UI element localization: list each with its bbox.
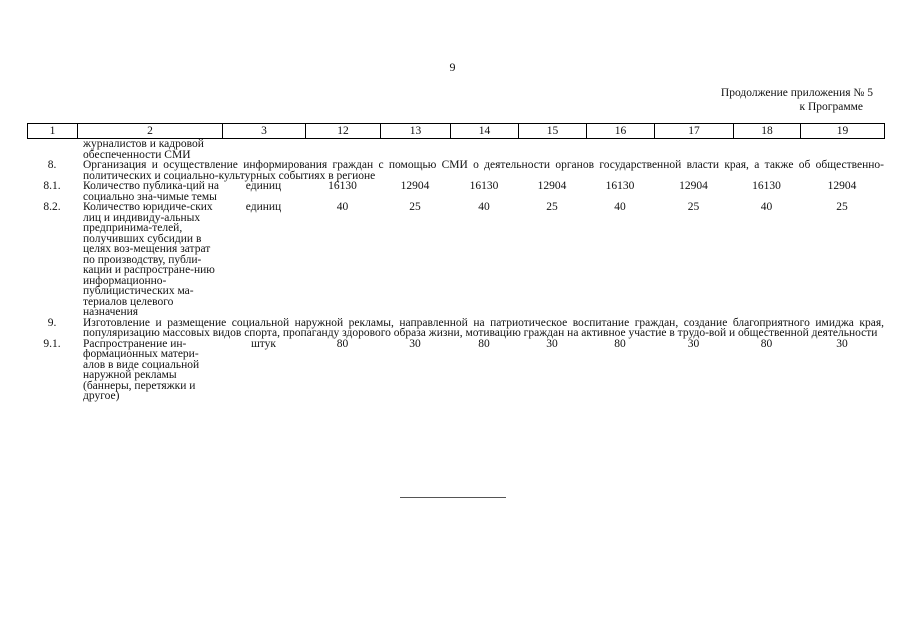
value-cell: 80 (478, 337, 490, 350)
value-cell: 16130 (605, 180, 635, 192)
header-cell: 16 (587, 124, 655, 139)
value-cell: 30 (687, 337, 700, 350)
header-cell: 19 (801, 124, 885, 139)
value-cell: 25 (546, 201, 558, 213)
header-cell: 12 (306, 124, 381, 139)
row-name: Количество юридиче-ских лиц и индивиду-альных предпринима-телей, получивших субсидии в целях воз-мещения затрат по производству, публи-кации и распростране-нию информационно-публицистических ма-териалов целевого назначения (83, 201, 215, 318)
row-number: 8.2. (43, 201, 61, 213)
footer-divider (400, 497, 506, 498)
page-number: 9 (449, 60, 456, 74)
value-cell: 30 (836, 337, 848, 350)
value-cell: 12904 (537, 180, 567, 192)
header-cell: 2 (78, 124, 223, 139)
header-cell: 18 (734, 124, 801, 139)
table-row (27, 202, 884, 318)
row-name: Количество публика-ций на социально зна-чимые темы (83, 180, 220, 203)
table-row (27, 181, 884, 202)
value-cell: 25 (836, 201, 848, 213)
header-cell: 3 (223, 124, 306, 139)
row-unit: единиц (245, 180, 282, 192)
value-cell: 16130 (328, 180, 357, 192)
appendix-caption (721, 86, 873, 114)
appendix-line-2: к Программе (799, 101, 863, 113)
value-cell: 16130 (752, 180, 781, 192)
value-cell: 16130 (469, 180, 499, 192)
value-cell: 80 (760, 337, 773, 350)
row-unit: единиц (245, 201, 282, 213)
section-number: 8. (47, 159, 57, 171)
row-name: Распространение ин-формационных матери-алов в виде социальной наружной рекламы (баннеры, перетяжки и другое) (83, 337, 200, 402)
value-cell: 40 (336, 201, 349, 213)
header-cell: 13 (381, 124, 451, 139)
section-row (27, 160, 884, 181)
indicators-table (27, 139, 884, 402)
continuation-row (27, 139, 884, 160)
header-cell: 14 (451, 124, 519, 139)
column-number-header (27, 123, 885, 139)
value-cell: 80 (614, 337, 626, 350)
value-cell: 40 (760, 201, 773, 213)
section-number: 9. (47, 316, 57, 329)
value-cell: 25 (409, 201, 421, 213)
row-number: 8.1. (43, 180, 61, 192)
row-unit: штук (250, 337, 277, 350)
table-row (27, 339, 884, 402)
value-cell: 80 (336, 337, 349, 350)
value-cell: 12904 (400, 180, 430, 192)
appendix-line-1: Продолжение приложения № 5 (720, 87, 873, 99)
row-number: 9.1. (43, 337, 61, 350)
value-cell: 40 (478, 201, 490, 213)
header-cell: 17 (655, 124, 734, 139)
header-cell: 1 (28, 124, 78, 139)
continuation-text: журналистов и кадровой обеспеченности СМИ (83, 138, 204, 161)
value-cell: 30 (409, 337, 421, 350)
value-cell: 30 (546, 337, 558, 350)
value-cell: 40 (614, 201, 626, 213)
value-cell: 25 (687, 201, 700, 213)
section-row (27, 318, 884, 339)
value-cell: 12904 (679, 180, 708, 192)
section-title: Организация и осуществление информирования граждан с помощью СМИ о деятельности органов государственной власти края, а также об общественно-политических и социально-культурных событиях в регионе (83, 159, 884, 182)
header-cell: 15 (519, 124, 587, 139)
section-title: Изготовление и размещение социальной наружной рекламы, направленной на патриотическое воспитание граждан, создание благоприятного имиджа края, популяризацию массовых видов спорта, пропаганду здорового образа жизни, мотивацию граждан на активное участие в трудо-вой и общественной деятельности (83, 316, 884, 339)
value-cell: 12904 (827, 180, 857, 192)
